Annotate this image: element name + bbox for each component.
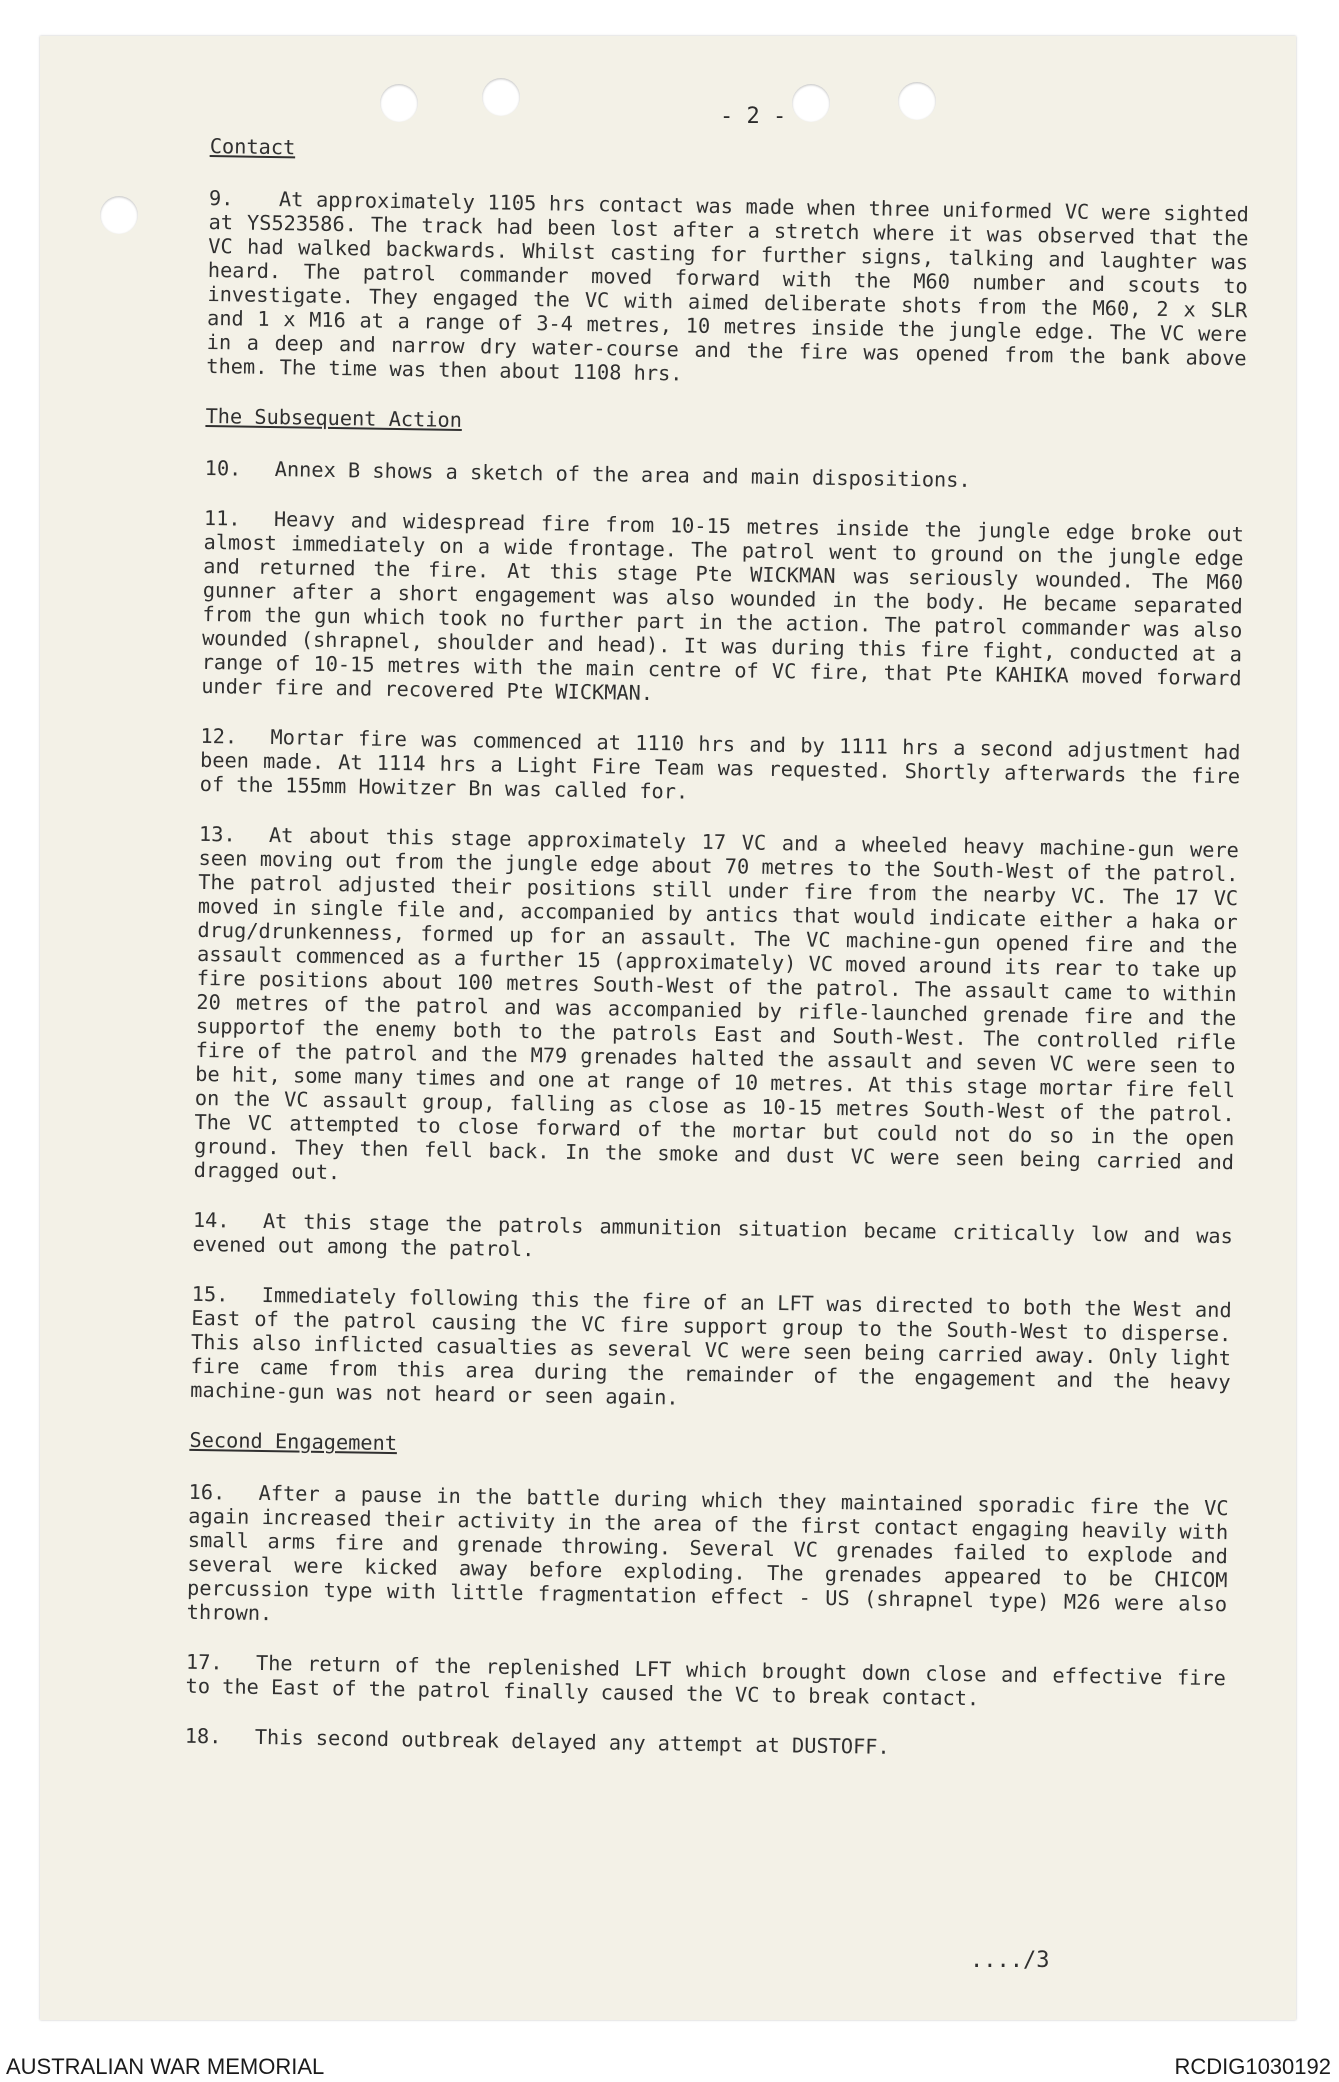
punch-hole: [898, 82, 936, 120]
document-body: [184, 134, 1250, 1790]
paragraph-text: Immediately following this the fire of an LFT was directed to both the West and East of the patrol causing the VC fire support group to the South-West to disperse. This also inflicted casualties as several VC were seen being carried away. Only light fire came from this area during the remainder of the engagement and the heavy machine-gun was not heard or seen again.: [190, 1282, 1232, 1410]
paragraph-text: At this stage the patrols ammunition situation became critically low and was evened out among the patrol.: [192, 1208, 1234, 1262]
paragraph-9: [206, 186, 1249, 394]
paragraph-13: [194, 822, 1240, 1198]
punch-hole: [100, 196, 138, 234]
paragraph-number: 11.: [203, 505, 241, 531]
paragraph-number: 9.: [208, 185, 234, 211]
archive-credit: AUSTRALIAN WAR MEMORIAL: [6, 2054, 325, 2079]
paragraph-10: [205, 456, 1245, 496]
paragraph-text: This second outbreak delayed any attempt at DUSTOFF.: [254, 1724, 890, 1759]
punch-hole: [792, 84, 830, 122]
paragraph-text: Heavy and widespread fire from 10-15 metres inside the jungle edge broke out almost immediately on a wide frontage. The patrol went to ground on the jungle edge and returned the fire. At this stage Pte WICKMAN was seriously wounded. The M60 gunner after a short engagement was also wounded in the body. He became separated from the gun which took no further part in the action. The patrol commander was also wounded (shrapnel, shoulder and head). It was during this fire fight, conducted at a range of 10-15 metres with the main centre of VC fire, that Pte KAHIKA moved forward under fire and recovered Pte WICKMAN.: [201, 507, 1245, 706]
paragraph-number: 10.: [204, 455, 242, 481]
continuation-marker: ..../3: [970, 1948, 1050, 1973]
page-number: - 2 -: [720, 104, 787, 129]
archive-id: RCDIG1030192: [1174, 2054, 1331, 2079]
punch-hole: [380, 84, 418, 122]
paragraph-number: 12.: [200, 723, 238, 749]
paragraph-text: The return of the replenished LFT which brought down close and effective fire to the East of the patrol finally caused the VC to break contact.: [185, 1650, 1227, 1711]
paragraph-number: 13.: [198, 821, 236, 847]
paragraph-number: 17.: [185, 1649, 223, 1675]
paragraph-text: Mortar fire was commenced at 1110 hrs and by 1111 hrs a second adjustment had been made. At 1114 hrs a Light Fire Team was requested. Shortly afterwards the fire of the 155mm Howitzer Bn was called for.: [199, 725, 1241, 804]
paragraph-text: After a pause in the battle during which they maintained sporadic fire the VC again increased their activity in the area of the first contact engaging heavily with small arms fire and grenade throwing. Several VC grenades failed to explode and several were kicked away before exploding. The grenades appeared to be CHICOM percussion type with little fragmentation effect - US (shrapnel type) M26 were also thrown.: [186, 1480, 1229, 1626]
paragraph-11: [201, 506, 1244, 714]
section-heading-second-engagement: Second Engagement: [189, 1427, 398, 1456]
paragraph-text: Annex B shows a sketch of the area and main dispositions.: [274, 457, 971, 492]
paragraph-number: 14.: [192, 1207, 230, 1233]
paragraph-text: At approximately 1105 hrs contact was made when three uniformed VC were sighted at YS523586. The track had been lost after a stretch where it was observed that the VC had walked backwards. Whilst casting for further signs, talking and laughter was heard. The patrol commander moved forward with the M60 number and scouts to investigate. They engaged the VC with aimed deliberate shots from the M60, 2 x SLR and 1 x M16 at a range of 3-4 metres, 10 metres inside the jungle edge. The VC were in a deep and narrow dry water-course and the fire was opened from the bank above them. The time was then about 1108 hrs.: [206, 187, 1250, 386]
paragraph-number: 18.: [184, 1723, 222, 1749]
paragraph-15: [190, 1282, 1232, 1418]
paragraph-14: [192, 1208, 1233, 1272]
paragraph-12: [200, 724, 1241, 812]
paragraph-17: [185, 1650, 1226, 1714]
section-heading-subsequent-action: The Subsequent Action: [205, 403, 463, 432]
punch-hole: [482, 78, 520, 116]
paragraph-text: At about this stage approximately 17 VC and a wheeled heavy machine-gun were seen moving out from the jungle edge about 70 metres to the South-West of the patrol. The patrol adjusted their positions still under fire from the nearby VC. The 17 VC moved in single file and, accompanied by antics that would indicate either a haka or drug/drunkenness, formed up for an assault. The VC machine-gun opened fire and the assault commenced as a further 15 (approximately) VC moved around its rear to take up fire positions about 100 metres South-West of the patrol. The assault came to within 20 metres of the patrol and was accompanied by rifle-launched grenade fire and the supportof the enemy both to the patrols East and South-West. The controlled rifle fire of the patrol and the M79 grenades halted the assault and seven VC were seen to be hit, some many times and one at range of 10 metres. At this stage mortar fire fell on the VC assault group, falling as close as 10-15 metres South-West of the patrol. The VC attempted to close forward of the mortar but could not do so in the open ground. They then fell back. In the smoke and dust VC were seen being carried and dragged out.: [193, 823, 1240, 1185]
paragraph-number: 15.: [191, 1281, 229, 1307]
paragraph-18: [185, 1724, 1225, 1764]
paragraph-16: [187, 1480, 1229, 1640]
section-heading-contact: Contact: [209, 134, 296, 160]
paragraph-number: 16.: [188, 1479, 226, 1505]
